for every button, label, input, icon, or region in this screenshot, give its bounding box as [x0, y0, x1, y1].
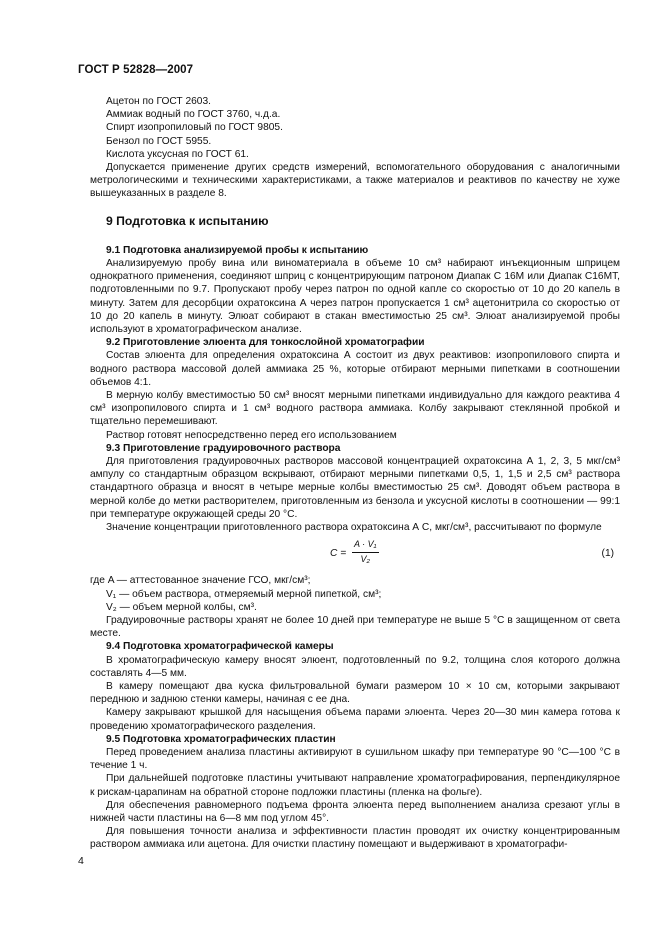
paragraph: Анализируемую пробу вина или виноматериала в объеме 10 см³ набирают инъекционным шприцем однократного применения, соединяют шприц с концентрирующим патроном Диапак С 16М или Диапак С16МТ, подготовленными по 9.7. Пропускают пробу через патрон по одной капле со скоростью от 10 до 20 капель в минуту. Затем для десорбции охратоксина А через патрон пропускается 1 см³ ацетонитрила со скоростью от 10 до 20 капель в минуту. Элюат собирают в стакан вместимостью 25 см³. Элюат анализируемой пробы используют в хроматографическом анализе.	[90, 258, 620, 336]
paragraph: В хроматографическую камеру вносят элюент, подготовленный по 9.2, толщина слоя которого должна составлять 4—5 мм.	[90, 654, 620, 679]
list-item: Кислота уксусная по ГОСТ 61.	[106, 148, 249, 160]
formula-number: (1)	[601, 548, 614, 560]
list-item: Бензол по ГОСТ 5955.	[106, 135, 212, 147]
permission-paragraph: Допускается применение других средств измерений, вспомогательного оборудования с аналогичными метрологическими и техническими характеристиками, а также материалов и реактивов по качеству не хуже вышеуказанных в разделе 8.	[90, 162, 620, 200]
list-item: Аммиак водный по ГОСТ 3760, ч.д.а.	[106, 109, 281, 121]
subsection-heading: 9.2 Приготовление элюента для тонкослойной хроматографии	[106, 337, 425, 349]
paragraph: При дальнейшей подготовке пластины учитывают направление хроматографирования, перпендикулярное к рискам-царапинам на обратной стороне подложки пластины (пленка на фольге).	[90, 773, 620, 798]
formula-numerator: A · V₁	[352, 538, 379, 552]
page-number: 4	[78, 855, 84, 867]
document-body	[90, 95, 620, 852]
formula-definitions	[90, 574, 620, 614]
formula-fraction	[352, 538, 379, 565]
list-item: Ацетон по ГОСТ 2603.	[106, 96, 211, 107]
paragraph: Камеру закрывают крышкой для насыщения объема парами элюента. Через 20—30 мин камера готова к проведению хроматографического разделения.	[90, 707, 620, 732]
formula	[90, 538, 620, 572]
paragraph: Для обеспечения равномерного подъема фронта элюента перед выполнением анализа срезают углы в нижней части пластины на 6—8 мм под углом 45°.	[90, 799, 620, 824]
paragraph: Перед проведением анализа пластины активируют в сушильном шкафу при температуре 90 °С—100 °С в течение 1 ч.	[90, 746, 620, 772]
definition: V₁ — объем раствора, отмеряемый мерной пипеткой, см³;	[106, 588, 382, 600]
subsection-heading: 9.5 Подготовка хроматографических пластин	[106, 733, 336, 745]
paragraph: Раствор готовят непосредственно перед его использованием	[106, 429, 397, 441]
paragraph: Состав элюента для определения охратоксина А состоит из двух реактивов: изопропилового спирта и водного раствора массовой долей аммиака 25 %, которые отбирают мерными пипетками в соотношении объемов 4:1.	[90, 350, 620, 388]
paragraph: Градуировочные растворы хранят не более 10 дней при температуре не выше 5 °С в защищенном от света месте.	[90, 614, 620, 640]
formula-lhs: C =	[330, 548, 347, 560]
reagent-list	[90, 95, 620, 161]
subsection-heading: 9.3 Приготовление градуировочного раствора	[106, 442, 341, 454]
paragraph: В камеру помещают два куска фильтровальной бумаги размером 10 × 10 см, которыми закрывают переднюю и заднюю стенки камеры, начиная с ее дна.	[90, 680, 620, 706]
paragraph: Для приготовления градуировочных растворов массовой концентрацией охратоксина А 1, 2, 3, 5 мкг/см³ ампулу со стандартным образцом вскрывают, отбирают мерными пипетками 0,5, 1, 1,5 и 2,5 см³ раствора стандартного образца и вносят в четыре мерные колбы вместимостью 25 см³. Доводят объем раствора в мерной колбе до метки растворителем, приготовленным из бензола и уксусной кислоты в соотношении — 99:1 при температуре окружающей среды 20 °С.	[90, 456, 620, 520]
list-item: Спирт изопропиловый по ГОСТ 9805.	[106, 122, 283, 134]
paragraph: Значение концентрации приготовленного раствора охратоксина А С, мкг/см³, рассчитывают по формуле	[106, 522, 602, 534]
formula-denominator: V₂	[360, 553, 370, 564]
subsection-heading: 9.4 Подготовка хроматографической камеры	[106, 641, 334, 653]
subsection-heading: 9.1 Подготовка анализируемой пробы к испытанию	[106, 244, 369, 256]
paragraph: В мерную колбу вместимостью 50 см³ вносят мерными пипетками индивидуально для каждого реактива 4 см³ изопропилового спирта и 1 см³ водного раствора аммиака. Колбу закрывают стеклянной пробкой и тщательно перемешивают.	[90, 390, 620, 428]
paragraph: Для повышения точности анализа и эффективности пластин проводят их очистку концентрированным раствором аммиака или ацетона. Для очистки пластину помещают и выдерживают в хроматографи-	[90, 826, 620, 851]
section-heading: 9 Подготовка к испытанию	[106, 213, 269, 228]
definition: где A — аттестованное значение ГСО, мкг/см³;	[90, 575, 311, 587]
document-header: ГОСТ Р 52828—2007	[78, 64, 194, 76]
definition: V₂ — объем мерной колбы, см³.	[106, 601, 257, 613]
